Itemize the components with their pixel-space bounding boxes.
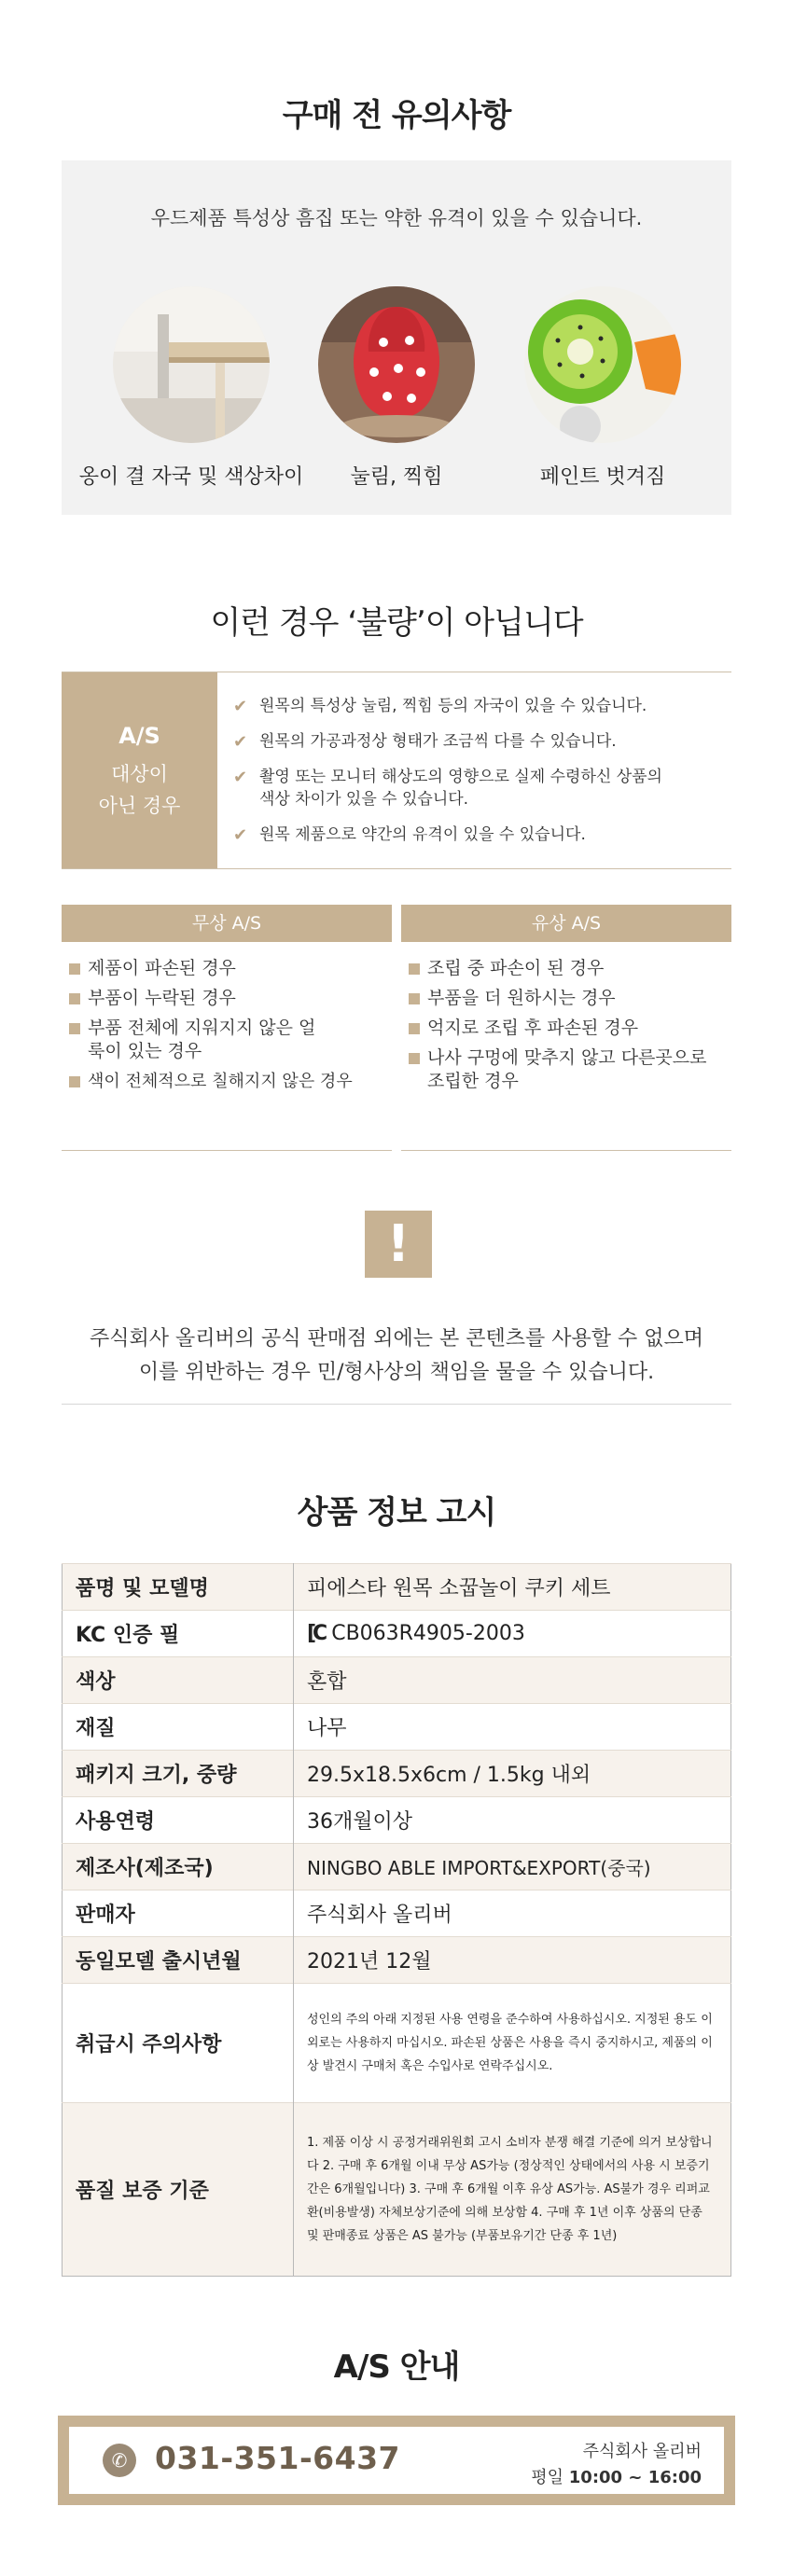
- table-row: [63, 1657, 731, 1704]
- table-value: 주식회사 올리버: [294, 1890, 731, 1937]
- list-item-text: 나사 구멍에 맞추지 않고 다른곳으로 조립한 경우: [427, 1047, 707, 1091]
- list-item: [62, 1017, 332, 1063]
- check-icon: ✔: [233, 697, 248, 716]
- product-info-title: 상품 정보 고시: [297, 1494, 496, 1531]
- as-guide-title: A/S 안내: [333, 2348, 460, 2386]
- hours-label: 평일: [531, 2468, 564, 2487]
- phone-icon: ✆: [103, 2444, 136, 2477]
- list-item: [401, 1046, 731, 1093]
- bullet-square-icon: [409, 1023, 420, 1034]
- product-info-table: [62, 1563, 731, 2277]
- divider: [62, 1404, 731, 1405]
- exclamation-icon: !: [365, 1211, 432, 1278]
- list-item: [401, 987, 731, 1010]
- paid-as-header: 유상 A/S: [401, 905, 731, 942]
- warning-line-1: 주식회사 올리버의 공식 판매점 외에는 본 콘텐츠를 사용할 수 없으며: [90, 1327, 703, 1350]
- list-item-text: 억지로 조립 후 파손된 경우: [427, 1018, 639, 1038]
- table-value: 29.5x18.5x6cm / 1.5kg 내외: [294, 1751, 731, 1797]
- list-item: [62, 957, 392, 980]
- list-item-text: 부품을 더 원하시는 경우: [427, 988, 616, 1008]
- table-key: 재질: [63, 1704, 294, 1751]
- list-item-text: 조립 중 파손이 된 경우: [427, 958, 605, 978]
- list-item: [233, 824, 718, 846]
- list-item-text: 제품이 파손된 경우: [88, 958, 236, 978]
- bullet-square-icon: [69, 1076, 80, 1087]
- badge-as: A/S: [118, 723, 160, 749]
- notice-box: [62, 160, 731, 515]
- as-contact-inner: [69, 2427, 724, 2494]
- bullet-square-icon: [69, 1023, 80, 1034]
- list-item: [233, 730, 718, 753]
- notice-title: 구매 전 유의사항: [282, 97, 511, 134]
- bullet-square-icon: [69, 963, 80, 975]
- list-item-text: 촬영 또는 모니터 해상도의 영향으로 실제 수령하신 상품의 색상 차이가 있을 수 있습니다.: [259, 768, 662, 809]
- table-key: 제조사(제조국): [63, 1844, 294, 1890]
- table-key: KC 인증 필: [63, 1611, 294, 1657]
- free-as-column: [62, 905, 392, 1151]
- table-key: 품명 및 모델명: [63, 1564, 294, 1611]
- table-value: 나무: [294, 1704, 731, 1751]
- strawberry-photo: [318, 286, 475, 443]
- table-row: [63, 1937, 731, 1984]
- caption-wood-grain: 옹이 결 자국 및 색상차이: [78, 465, 304, 489]
- table-row: [63, 2103, 731, 2277]
- check-icon: ✔: [233, 825, 248, 845]
- list-item-text: 색이 전체적으로 칠해지지 않은 경우: [88, 1072, 353, 1091]
- notice-lead: 우드제품 특성상 흠집 또는 약한 유격이 있을 수 있습니다.: [150, 207, 643, 229]
- table-value: 피에스타 원목 소꿉놀이 쿠키 세트: [294, 1564, 731, 1611]
- list-item: [233, 766, 672, 810]
- table-key: 동일모델 출시년월: [63, 1937, 294, 1984]
- bullet-square-icon: [409, 1053, 420, 1064]
- table-row: [63, 1751, 731, 1797]
- table-value: 1. 제품 이상 시 공정거래위원회 고시 소비자 분쟁 해결 기준에 의거 보상합니다 2. 구매 후 6개월 이내 무상 AS가능 (정상적인 상태에서의 사용 시 보증기간은 6개월입니다) 3. 구매 후 6개월 이후 유상 AS가능. AS불가 경우 리퍼교환(비용발생) 자체보상기준에 의해 보상함 4. 구매 후 1년 이후 상품의 단종 및 판매종료 상품은 AS 불가능 (부품보유기간 단종 후 1년): [294, 2103, 731, 2277]
- table-value: 36개월이상: [294, 1797, 731, 1844]
- kc-number: CB063R4905-2003: [331, 1622, 525, 1645]
- table-row: [63, 1564, 731, 1611]
- kc-mark-icon: [C: [307, 1622, 325, 1645]
- table-row: [63, 1984, 731, 2103]
- not-defect-title: 이런 경우 ‘불량’이 아닙니다: [210, 604, 583, 642]
- list-item: [62, 987, 392, 1010]
- table-row: [63, 1611, 731, 1657]
- badge-text: [62, 758, 217, 822]
- free-as-header: 무상 A/S: [62, 905, 392, 942]
- caption-dent: 눌림, 찍힘: [350, 465, 443, 489]
- list-item: [401, 1017, 731, 1040]
- list-item: [401, 957, 731, 980]
- table-value: 성인의 주의 아래 지정된 사용 연령을 준수하여 사용하십시오. 지정된 용도 이외로는 사용하지 마십시오. 파손된 상품은 사용을 즉시 중지하시고, 제품의 이상 발견시 구매처 혹은 수입사로 연락주십시오.: [294, 1984, 731, 2103]
- table-value: 혼합: [294, 1657, 731, 1704]
- warning-line-2: 이를 위반하는 경우 민/형사상의 책임을 물을 수 있습니다.: [138, 1361, 655, 1384]
- copyright-warning: [0, 1323, 793, 1390]
- table-row: [63, 1890, 731, 1937]
- as-contact-box: [58, 2416, 735, 2505]
- hours-value: 10:00 ~ 16:00: [568, 2468, 702, 2487]
- business-hours: [531, 2464, 702, 2488]
- table-value: [294, 1611, 731, 1657]
- table-key: 취급시 주의사항: [63, 1984, 294, 2103]
- paid-as-list: [401, 942, 731, 1151]
- bullet-square-icon: [409, 963, 420, 975]
- list-item-text: 부품 전체에 지워지지 않은 얼룩이 있는 경우: [88, 1018, 316, 1061]
- table-key: 색상: [63, 1657, 294, 1704]
- company-name: 주식회사 올리버: [582, 2442, 702, 2461]
- table-value: 2021년 12월: [294, 1937, 731, 1984]
- table-key: 사용연령: [63, 1797, 294, 1844]
- table-row: [63, 1797, 731, 1844]
- check-icon: ✔: [233, 768, 248, 787]
- table-row: [63, 1704, 731, 1751]
- caption-paint-peel: 페인트 벗겨짐: [539, 465, 666, 489]
- not-defect-panel: [62, 672, 731, 869]
- free-as-list: [62, 942, 392, 1151]
- not-defect-list: [233, 695, 718, 859]
- list-item-text: 원목 제품으로 약간의 유격이 있을 수 있습니다.: [259, 825, 586, 844]
- table-row: [63, 1844, 731, 1890]
- table-key: 패키지 크기, 중량: [63, 1751, 294, 1797]
- table-key: 판매자: [63, 1890, 294, 1937]
- list-item-text: 부품이 누락된 경우: [88, 988, 236, 1008]
- table-value: NINGBO ABLE IMPORT&EXPORT(중국): [294, 1844, 731, 1890]
- list-item-text: 원목의 특성상 눌림, 찍힘 등의 자국이 있을 수 있습니다.: [259, 697, 647, 715]
- list-item-text: 원목의 가공과정상 형태가 조금씩 다를 수 있습니다.: [259, 732, 617, 751]
- wood-grain-photo: [113, 286, 270, 443]
- bullet-square-icon: [69, 993, 80, 1004]
- list-item: [233, 695, 718, 717]
- bullet-square-icon: [409, 993, 420, 1004]
- as-exclusion-badge: [62, 672, 217, 868]
- paid-as-column: [401, 905, 731, 1151]
- list-item: [62, 1070, 392, 1093]
- badge-line-2: 대상이: [111, 763, 168, 785]
- table-key: 품질 보증 기준: [63, 2103, 294, 2277]
- phone-number[interactable]: 031-351-6437: [155, 2440, 401, 2476]
- kiwi-photo: [524, 286, 681, 443]
- check-icon: ✔: [233, 732, 248, 752]
- badge-line-3: 아닌 경우: [98, 795, 181, 817]
